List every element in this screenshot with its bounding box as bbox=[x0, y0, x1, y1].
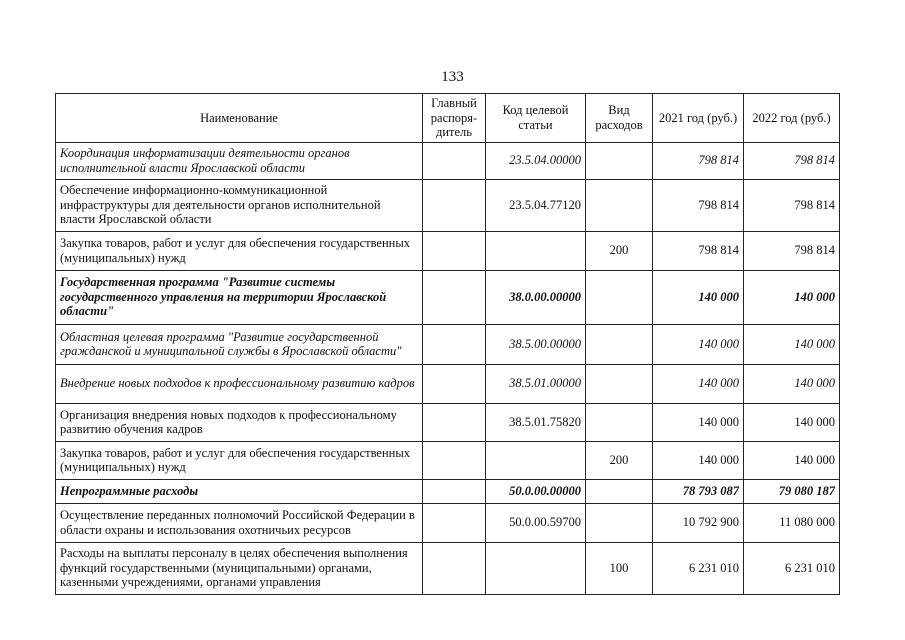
cell-admin bbox=[423, 403, 486, 441]
table-row bbox=[56, 270, 840, 324]
cell-2021: 798 814 bbox=[653, 231, 744, 270]
cell-admin bbox=[423, 179, 486, 231]
cell-admin bbox=[423, 142, 486, 179]
cell-code: 38.5.01.75820 bbox=[486, 403, 586, 441]
cell-2021: 140 000 bbox=[653, 403, 744, 441]
cell-name: Областная целевая программа "Развитие государственной гражданской и муниципальной службы в Ярославской области" bbox=[56, 324, 423, 364]
cell-2021: 140 000 bbox=[653, 364, 744, 403]
header-2022: 2022 год (руб.) bbox=[744, 94, 840, 143]
cell-name: Организация внедрения новых подходов к профессиональному развитию обучения кадров bbox=[56, 403, 423, 441]
cell-2022: 11 080 000 bbox=[744, 503, 840, 542]
cell-kind bbox=[586, 324, 653, 364]
table-row bbox=[56, 542, 840, 594]
cell-code: 50.0.00.00000 bbox=[486, 479, 586, 503]
budget-table bbox=[55, 93, 840, 595]
cell-2021: 140 000 bbox=[653, 324, 744, 364]
cell-code: 38.5.01.00000 bbox=[486, 364, 586, 403]
table-row bbox=[56, 503, 840, 542]
cell-2022: 140 000 bbox=[744, 441, 840, 479]
cell-code: 23.5.04.77120 bbox=[486, 179, 586, 231]
cell-name: Непрограммные расходы bbox=[56, 479, 423, 503]
cell-kind bbox=[586, 142, 653, 179]
cell-2021: 798 814 bbox=[653, 142, 744, 179]
cell-kind bbox=[586, 479, 653, 503]
cell-code: 23.5.04.00000 bbox=[486, 142, 586, 179]
table-row bbox=[56, 231, 840, 270]
header-kind: Вид расходов bbox=[586, 94, 653, 143]
cell-name: Расходы на выплаты персоналу в целях обеспечения выполнения функций государственными (муниципальными) органами, казенными учреждениями, органами управления bbox=[56, 542, 423, 594]
cell-admin bbox=[423, 324, 486, 364]
cell-2021: 140 000 bbox=[653, 270, 744, 324]
cell-admin bbox=[423, 503, 486, 542]
cell-kind: 100 bbox=[586, 542, 653, 594]
cell-name: Закупка товаров, работ и услуг для обеспечения государственных (муниципальных) нужд bbox=[56, 231, 423, 270]
cell-kind bbox=[586, 503, 653, 542]
cell-name: Закупка товаров, работ и услуг для обеспечения государственных (муниципальных) нужд bbox=[56, 441, 423, 479]
cell-admin bbox=[423, 231, 486, 270]
cell-2022: 79 080 187 bbox=[744, 479, 840, 503]
cell-kind bbox=[586, 364, 653, 403]
cell-code bbox=[486, 542, 586, 594]
cell-name: Государственная программа "Развитие системы государственного управления на территории Ярославской области" bbox=[56, 270, 423, 324]
cell-admin bbox=[423, 542, 486, 594]
cell-kind bbox=[586, 270, 653, 324]
header-name: Наименование bbox=[56, 94, 423, 143]
cell-2021: 10 792 900 bbox=[653, 503, 744, 542]
cell-kind bbox=[586, 179, 653, 231]
cell-name: Внедрение новых подходов к профессиональному развитию кадров bbox=[56, 364, 423, 403]
cell-2022: 140 000 bbox=[744, 324, 840, 364]
table-header-row bbox=[56, 94, 840, 143]
cell-admin bbox=[423, 364, 486, 403]
cell-admin bbox=[423, 441, 486, 479]
table-row bbox=[56, 364, 840, 403]
cell-name: Обеспечение информационно-коммуникационной инфраструктуры для деятельности органов исполнительной власти Ярославской области bbox=[56, 179, 423, 231]
cell-name: Осуществление переданных полномочий Российской Федерации в области охраны и использования охотничьих ресурсов bbox=[56, 503, 423, 542]
table-row bbox=[56, 142, 840, 179]
cell-2021: 78 793 087 bbox=[653, 479, 744, 503]
cell-code: 50.0.00.59700 bbox=[486, 503, 586, 542]
cell-2021: 140 000 bbox=[653, 441, 744, 479]
header-2021: 2021 год (руб.) bbox=[653, 94, 744, 143]
cell-2022: 798 814 bbox=[744, 179, 840, 231]
table-row bbox=[56, 479, 840, 503]
cell-code: 38.0.00.00000 bbox=[486, 270, 586, 324]
table-row bbox=[56, 403, 840, 441]
cell-2022: 6 231 010 bbox=[744, 542, 840, 594]
cell-2022: 140 000 bbox=[744, 403, 840, 441]
cell-code bbox=[486, 231, 586, 270]
cell-2022: 798 814 bbox=[744, 231, 840, 270]
header-code: Код целевой статьи bbox=[486, 94, 586, 143]
cell-kind bbox=[586, 403, 653, 441]
cell-2022: 140 000 bbox=[744, 364, 840, 403]
table-row bbox=[56, 324, 840, 364]
cell-name: Координация информатизации деятельности органов исполнительной власти Ярославской области bbox=[56, 142, 423, 179]
cell-admin bbox=[423, 479, 486, 503]
cell-2022: 798 814 bbox=[744, 142, 840, 179]
cell-admin bbox=[423, 270, 486, 324]
cell-code: 38.5.00.00000 bbox=[486, 324, 586, 364]
cell-2021: 6 231 010 bbox=[653, 542, 744, 594]
cell-kind: 200 bbox=[586, 441, 653, 479]
cell-kind: 200 bbox=[586, 231, 653, 270]
cell-code bbox=[486, 441, 586, 479]
cell-2021: 798 814 bbox=[653, 179, 744, 231]
page-number: 133 bbox=[441, 69, 464, 85]
table-row bbox=[56, 441, 840, 479]
table-row bbox=[56, 179, 840, 231]
cell-2022: 140 000 bbox=[744, 270, 840, 324]
header-admin: Главный распоря-дитель bbox=[423, 94, 486, 143]
